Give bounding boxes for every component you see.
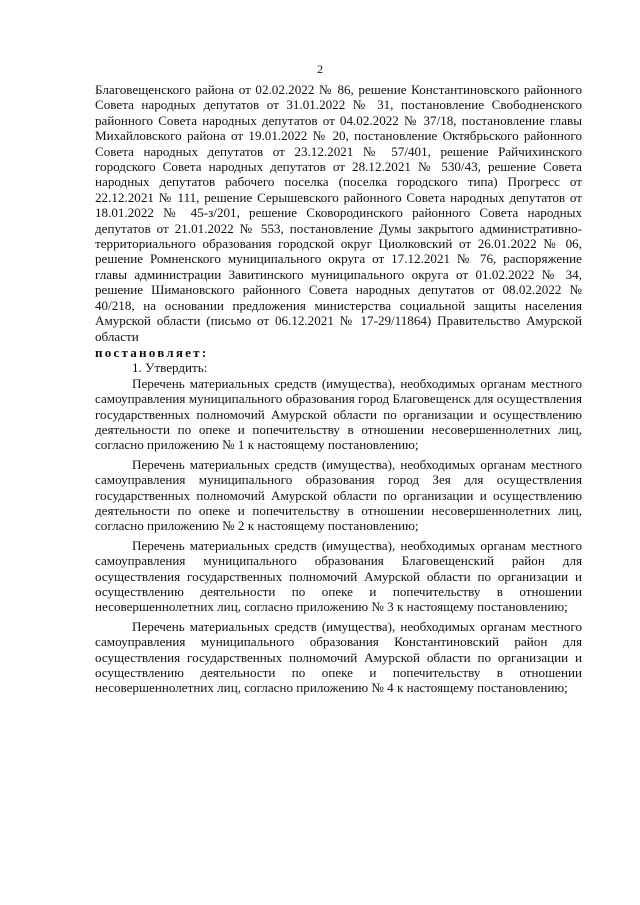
intro-paragraph: Благовещенского района от 02.02.2022 № 86, решение Константиновского районного Совета народных депутатов от 31.01.2022 № 31, постановление Свободненского районного Совета народных депутатов от 04.02.2022 № 37/18, постановление главы Михайловского района от 19.01.2022 № 20, постановление Октябрьского районного Совета народных депутатов от 23.12.2021 № 57/401, решение Райчихинского городского Совета народных депутатов от 28.12.2021 № 530/43, решение Совета народных депутатов рабочего поселка (поселка городского типа) Прогресс от 22.12.2021 № 111, решение Серышевского районного Совета народных депутатов от 18.01.2022 № 45-з/201, решение Сковородинского районного Совета народных депутатов от 21.01.2022 № 553, постановление Думы закрытого административно-территориального образования городской округ Циолковский от 26.01.2022 № 06, решение Ромненского муниципального округа от 17.12.2021 № 76, распоряжение главы администрации Завитинского муниципального округа от 01.02.2022 № 34, решение Шимановского районного Совета народных депутатов от 08.02.2022 № 40/218, на основании предложения министерства социальной защиты населения Амурской области (письмо от 06.12.2021 № 17-29/11864) Правительство Амурской области — [95, 82, 582, 344]
page-number: 2 — [317, 62, 323, 76]
item-1-heading: 1. Утвердить: — [132, 360, 208, 376]
document-body — [95, 82, 582, 696]
resolves-heading: постановляет: — [95, 344, 209, 360]
list-paragraph-4: Перечень материальных средств (имущества), необходимых органам местного самоуправления муниципального образования Константиновский район для осуществления государственных полномочий Амурской области по организации и осуществлению деятельности по опеке и попечительству в отношении несовершеннолетних лиц, согласно приложению № 4 к настоящему постановлению; — [95, 618, 582, 696]
list-paragraph-3: Перечень материальных средств (имущества), необходимых органам местного самоуправления муниципального образования Благовещенский район для осуществления государственных полномочий Амурской области по организации и осуществлению деятельности по опеке и попечительству в отношении несовершеннолетних лиц, согласно приложению № 3 к настоящему постановлению; — [95, 537, 582, 615]
list-paragraph-2: Перечень материальных средств (имущества), необходимых органам местного самоуправления муниципального образования город Зея для осуществления государственных полномочий Амурской области по организации и осуществлению деятельности по опеке и попечительству в отношении несовершеннолетних лиц, согласно приложению № 2 к настоящему постановлению; — [95, 456, 582, 534]
list-paragraph-1: Перечень материальных средств (имущества), необходимых органам местного самоуправления муниципального образования город Благовещенск для осуществления государственных полномочий Амурской области по организации и осуществлению деятельности по опеке и попечительству в отношении несовершеннолетних лиц, согласно приложению № 1 к настоящему постановлению; — [95, 375, 582, 453]
